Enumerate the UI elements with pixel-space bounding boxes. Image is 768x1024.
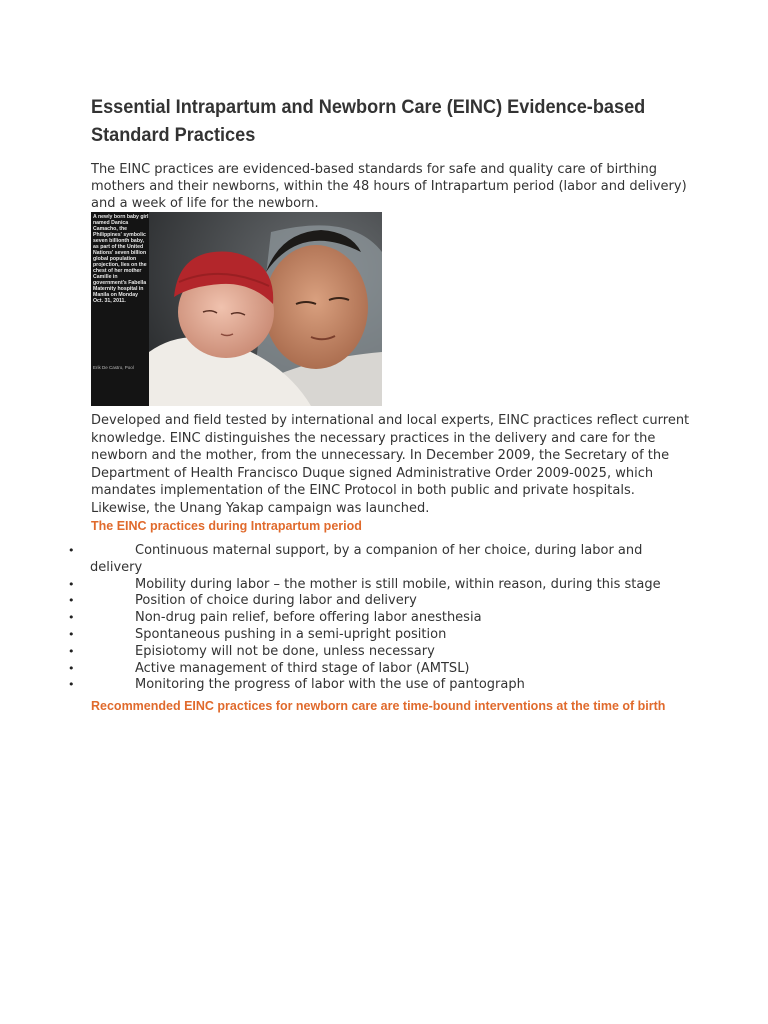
list-item: [68, 627, 688, 644]
photo-credit: Erik De Castro, Pool: [93, 365, 134, 370]
body-paragraph: Developed and field tested by international and local experts, EINC practices reflect current knowledge. EINC distinguishes the necessary practices in the delivery and care for the newborn and the mother, from the unnecessary. In December 2009, the Secretary of the Department of Health Francisco Duque signed Administrative Order 2009-0025, which mandates implementation of the EINC Protocol in both public and private hospitals. Likewise, the Unang Yakap campaign was launched.: [91, 413, 690, 516]
bullet-icon: •: [68, 594, 75, 608]
list-item: [68, 593, 688, 610]
page-title: Essential Intrapartum and Newborn Care (EINC) Evidence-based Standard Practices: [91, 96, 646, 146]
bullet-icon: •: [68, 611, 75, 625]
photo-caption: A newly born baby girl named Danica Camacho, the Philippines' symbolic seven billionth baby, as part of the United Nations' seven billion global population projection, lies on the chest of her mother Camille in government's Fabella Maternity hospital in Manila on Monday Oct. 31, 2011.: [93, 214, 149, 304]
intrapartum-practices-list: [68, 543, 688, 694]
bullet-icon: •: [68, 544, 75, 557]
list-item-text: Monitoring the progress of labor with the use of pantograph: [135, 677, 525, 693]
list-item-text: Active management of third stage of labor (AMTSL): [135, 660, 470, 676]
section-heading-intrapartum: The EINC practices during Intrapartum period: [91, 519, 362, 533]
bullet-icon: •: [68, 661, 75, 675]
section-heading-newborn-care: Recommended EINC practices for newborn care are time-bound interventions at the time of birth: [91, 699, 666, 713]
list-item-text: Continuous maternal support, by a companion of her choice, during labor and delivery: [90, 543, 643, 575]
list-item: [68, 577, 688, 594]
list-item: [68, 543, 688, 577]
mother-newborn-photo: [91, 212, 382, 406]
list-item-text: Episiotomy will not be done, unless necessary: [135, 643, 435, 659]
list-item: [68, 644, 688, 661]
intro-paragraph: The EINC practices are evidenced-based standards for safe and quality care of birthing mothers and their newborns, within the 48 hours of Intrapartum period (labor and delivery) and a week of life for the newborn.: [91, 162, 687, 211]
list-item-text: Position of choice during labor and delivery: [135, 593, 417, 609]
list-item-text: Non-drug pain relief, before offering labor anesthesia: [135, 610, 482, 626]
bullet-icon: •: [68, 644, 75, 658]
list-item: [68, 610, 688, 627]
list-item: [68, 677, 688, 694]
list-item-text: Mobility during labor – the mother is still mobile, within reason, during this stage: [135, 576, 661, 592]
bullet-icon: •: [68, 577, 75, 591]
bullet-icon: •: [68, 678, 75, 692]
list-item-text: Spontaneous pushing in a semi-upright position: [135, 626, 447, 642]
bullet-icon: •: [68, 627, 75, 641]
list-item: [68, 661, 688, 678]
